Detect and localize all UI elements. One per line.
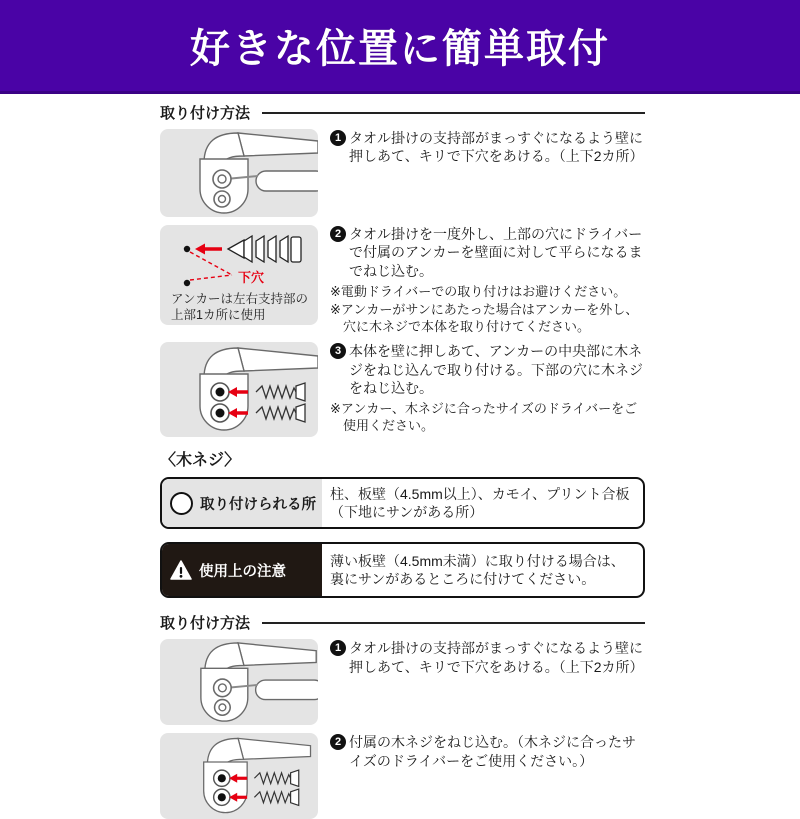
warning-icon [170, 560, 192, 580]
step-body [330, 733, 645, 770]
section-heading-method2 [160, 612, 645, 633]
step-note: ※アンカー、木ネジに合ったサイズのドライバーをご使用ください。 [330, 401, 638, 434]
mountable-places-header-cell [162, 479, 322, 527]
step-instruction: 付属の木ネジをねじ込む。（木ネジに合ったサイズのドライバーをご使用ください。） [349, 734, 636, 769]
step-row-3 [160, 342, 645, 437]
step-note: ※アンカーがサンにあたった場合はアンカーを外し、穴に木ネジで本体を取り付けてください。 [330, 302, 639, 335]
illustration-bracket-drill [160, 129, 318, 217]
step-body [330, 129, 645, 166]
step-instruction: 本体を壁に押しあて、アンカーの中央部に木ネジをねじ込んで取り付ける。下部の穴に木ネジをねじ込む。 [349, 343, 643, 397]
step-body [330, 342, 645, 435]
step-number-badge: 2 [330, 734, 346, 750]
illustration-bracket-screws [160, 733, 318, 819]
illustration-anchor-pilot-hole [160, 225, 318, 325]
step-text [330, 342, 645, 397]
usage-caution-header-cell [162, 544, 322, 596]
pilot-hole-label: 下穴 [238, 270, 265, 285]
step-number-badge: 2 [330, 226, 346, 242]
illustration-bracket-screws [160, 342, 318, 437]
illustration-bracket-drill [160, 639, 318, 725]
headline-banner [0, 0, 800, 94]
step-row-4 [160, 639, 645, 725]
section-title: 取り付け方法 [160, 615, 251, 633]
anchor-caption: アンカーは左右支持部の上部1カ所に使用 [171, 292, 309, 323]
bracket-screws-drawing [160, 342, 318, 437]
section-title: 取り付け方法 [160, 105, 251, 122]
step-row-5 [160, 733, 645, 819]
step-note: ※電動ドライバーでの取り付けはお避けください。 [330, 284, 627, 300]
section-rule [262, 622, 645, 624]
usage-caution-row [160, 542, 645, 598]
instruction-content [0, 94, 800, 819]
step-instruction: タオル掛けの支持部がまっすぐになるよう壁に押しあて、キリで下穴をあける。（上下2カ所） [349, 640, 644, 675]
circle-icon [170, 492, 193, 515]
mountable-places-value: 柱、板壁（4.5mm以上）、カモイ、プリント合板（下地にサンがある所） [330, 485, 630, 521]
mountable-places-row [160, 477, 645, 529]
step-row-2 [160, 225, 645, 336]
step-text [330, 733, 645, 770]
step-text [330, 639, 645, 676]
bracket-drill-drawing [160, 129, 318, 217]
step-instruction: タオル掛けを一度外し、上部の穴にドライバーで付属のアンカーを壁面に対して平らになるまでねじ込む。 [349, 226, 643, 279]
bracket-drill-drawing [160, 639, 318, 725]
step-text [330, 225, 645, 280]
usage-caution-value: 薄い板壁（4.5mm未満）に取り付ける場合は、裏にサンがあるところに付けてください。 [330, 552, 625, 588]
step-row-1 [160, 129, 645, 217]
section-rule [262, 112, 645, 114]
step-number-badge: 1 [330, 130, 346, 146]
headline-title: 好きな位置に簡単取付 [190, 27, 610, 71]
step-body [330, 639, 645, 676]
usage-caution-label: 使用上の注意 [199, 563, 286, 580]
usage-caution-text [322, 544, 643, 596]
section-heading-method1 [160, 102, 645, 123]
step-number-badge: 1 [330, 640, 346, 656]
mountable-places-label: 取り付けられる所 [200, 496, 316, 513]
step-body [330, 225, 645, 336]
mountable-places-text [322, 479, 643, 527]
step-instruction: タオル掛けの支持部がまっすぐになるよう壁に押しあて、キリで下穴をあける。（上下2カ所） [349, 130, 644, 165]
step-text [330, 129, 645, 166]
bracket-screws-drawing [160, 733, 318, 819]
step-number-badge: 3 [330, 343, 346, 359]
wood-screw-heading: 〈木ネジ〉 [160, 452, 241, 470]
